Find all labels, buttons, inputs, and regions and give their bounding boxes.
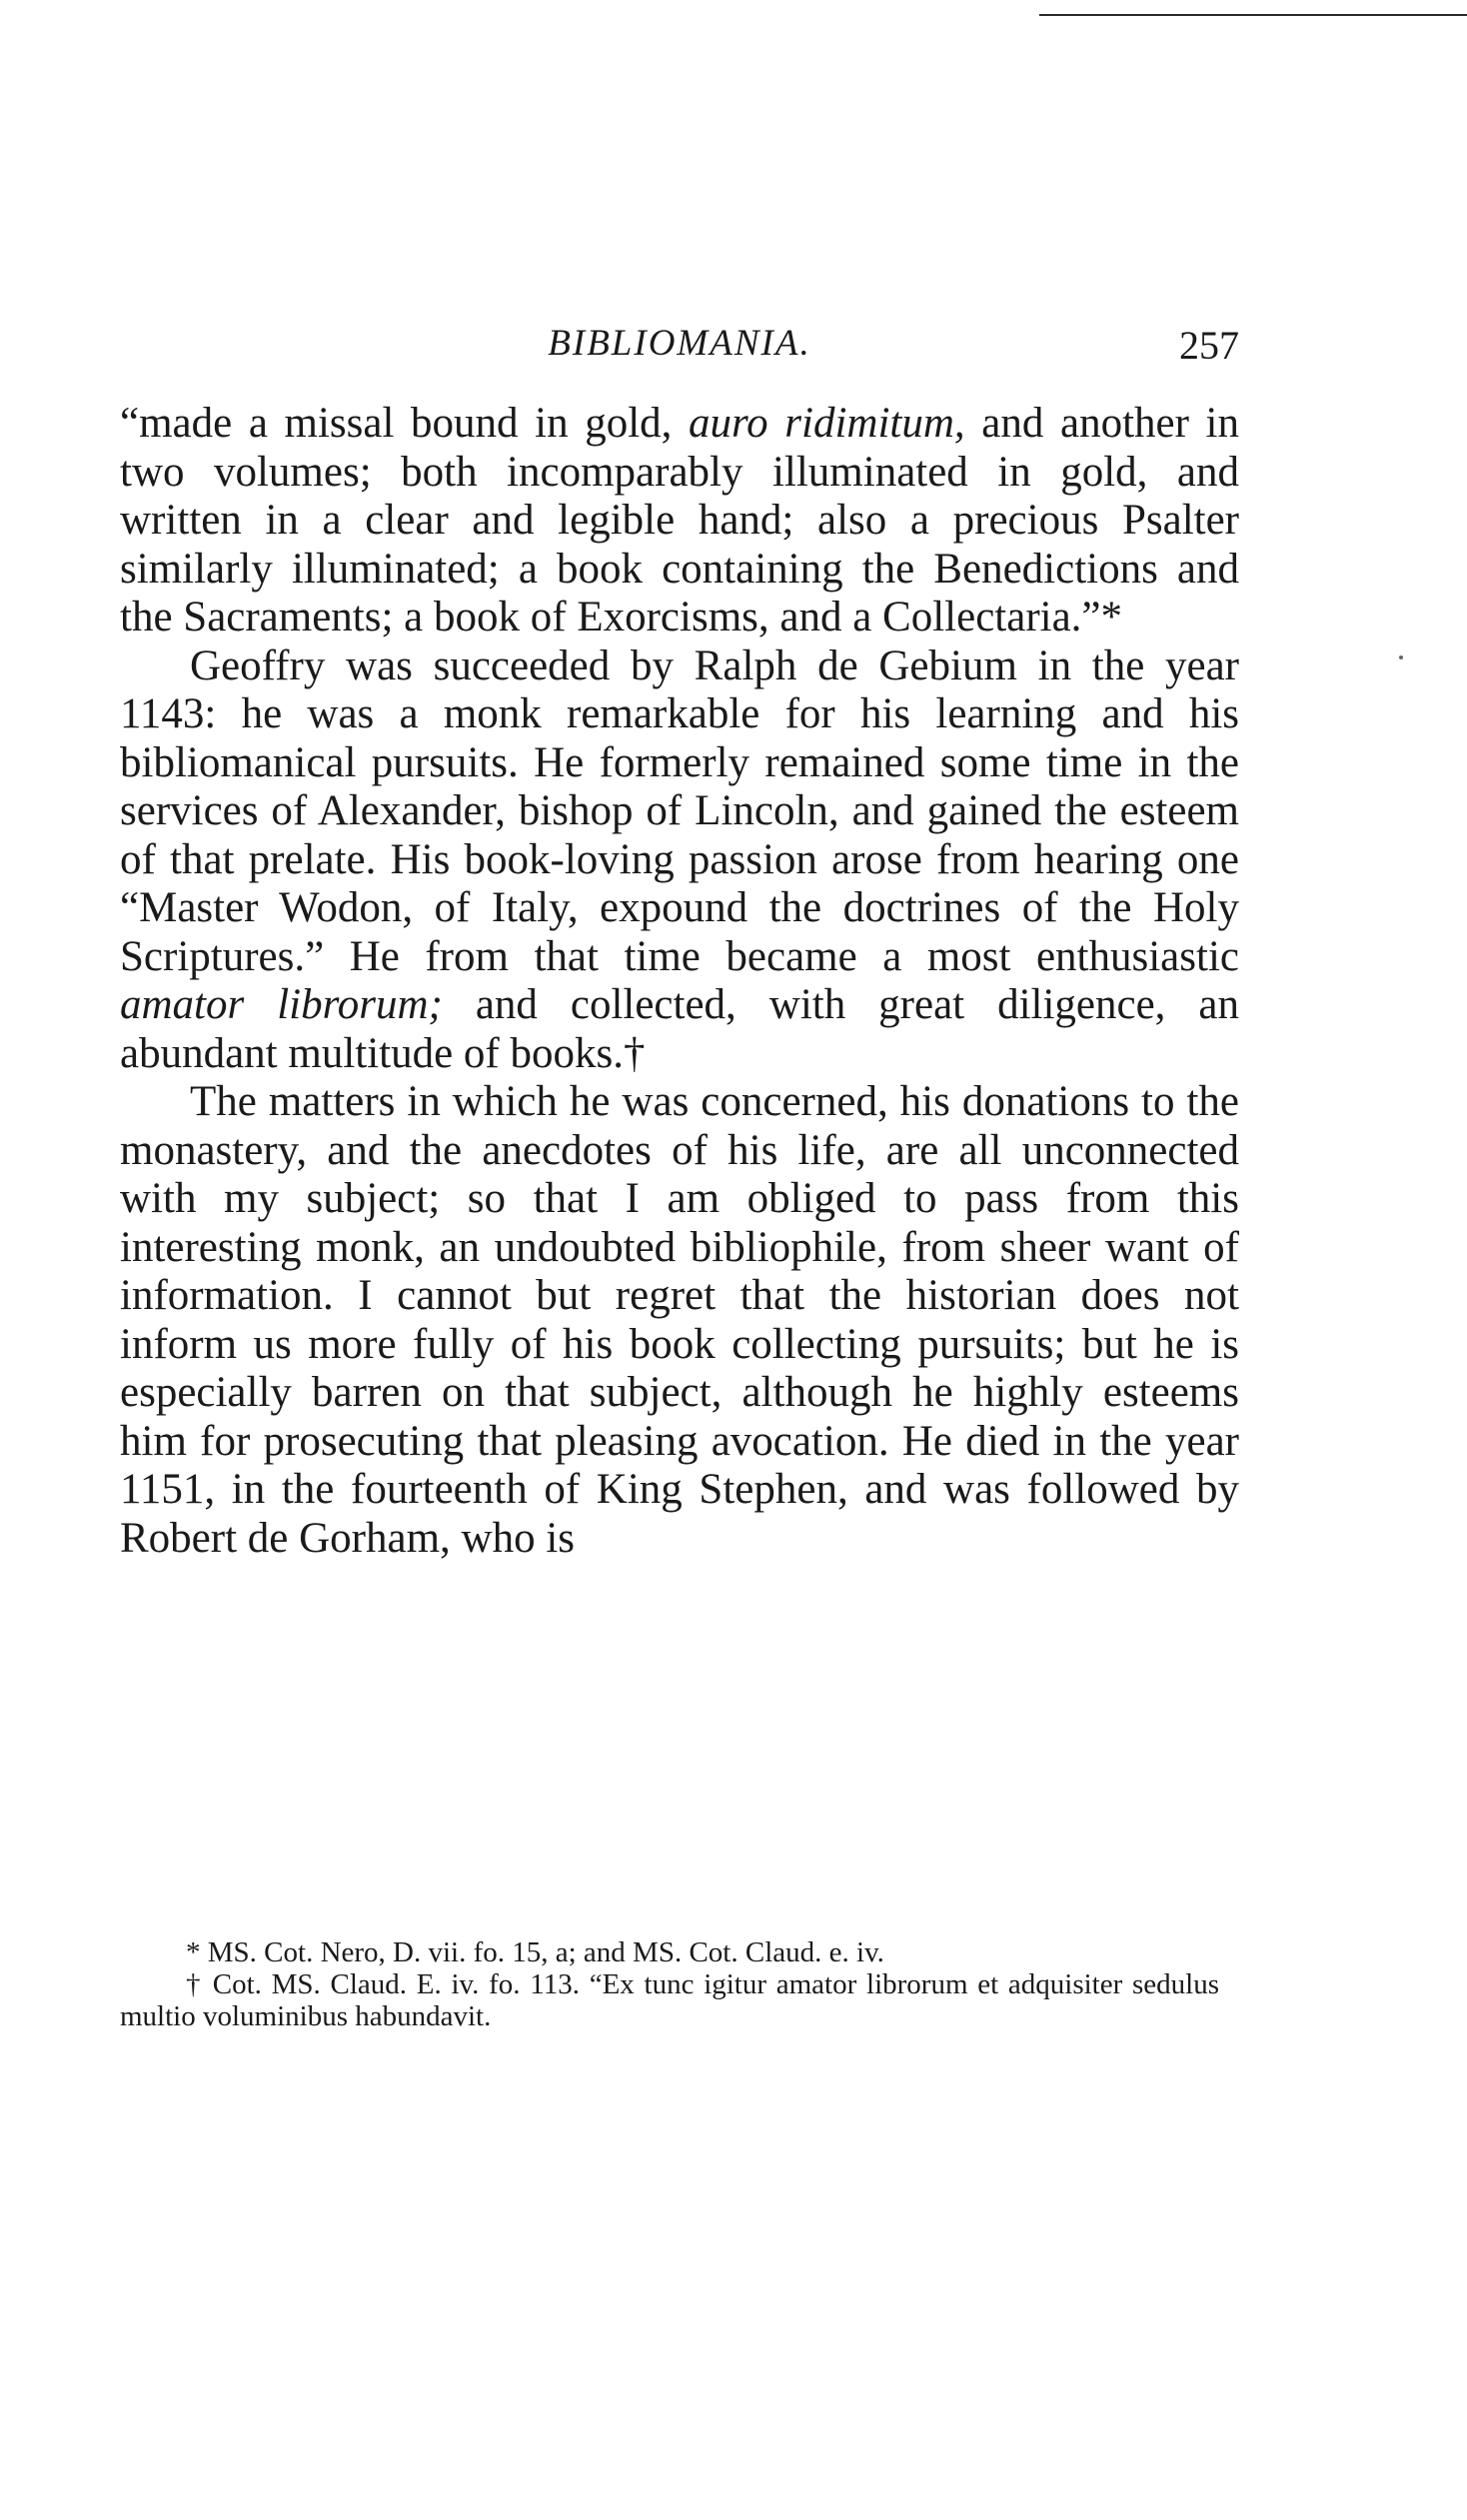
paragraph-2-start: Geoffry was succeeded by Ralph de Gebium in the year 1143: he was a monk remarkable for his learning and his bibliomanical pursuits. He formerly remained some time in the services of Alexander, bishop of Lincoln, and gained the esteem of that prelate. His book-loving passion arose from hearing one “Master Wodon, of Italy, expound the doctrines of the Holy Scriptures.” He from that time became a most enthusiastic [120,641,1239,980]
paragraph-1-end: and another in two volumes; both incomparably illuminated in gold, and written in a clear and legible hand; also a precious Psalter similarly illuminated; a book containing the Benedictions and the Sacraments; a book of Exorcisms, and a Collectaria.”* [120,400,1239,640]
paragraph-1-start: “made a missal bound in gold, [120,400,690,447]
paragraph-2 [120,642,1239,1079]
footnotes [120,1936,1219,2032]
latin-phrase-amator-librorum: amator librorum; [120,981,443,1028]
footnote-2: † Cot. MS. Claud. E. iv. fo. 113. “Ex tunc igitur amator librorum et adquisiter sedulus multio voluminibus habundavit. [120,1968,1219,2032]
page-header [120,322,1239,378]
footnote-1: * MS. Cot. Nero, D. vii. fo. 15, a; and MS. Cot. Claud. e. iv. [186,1936,884,1968]
body-text [120,400,1239,1563]
margin-speck [1399,655,1403,659]
top-rule [1039,14,1467,16]
latin-phrase-auro-ridimitum: auro ridimitum, [689,400,965,447]
paragraph-2-end: and collected, with great diligence, an abundant multitude of books.† [120,981,1239,1077]
paragraph-1 [120,400,1239,642]
page-number: 257 [1179,323,1239,368]
running-title: BIBLIOMANIA. [548,323,811,364]
paragraph-3: The matters in which he was concerned, his donations to the monastery, and the anecdotes of his life, are all unconnected with my subject; so that I am obliged to pass from this interesting monk, an undoubted bibliophile, from sheer want of information. I cannot but regret that the historian does not inform us more fully of his book collecting pursuits; but he is especially barren on that subject, although he highly esteems him for prosecuting that pleasing avocation. He died in the year 1151, in the fourteenth of King Stephen, and was followed by Robert de Gorham, who is [120,1078,1239,1562]
